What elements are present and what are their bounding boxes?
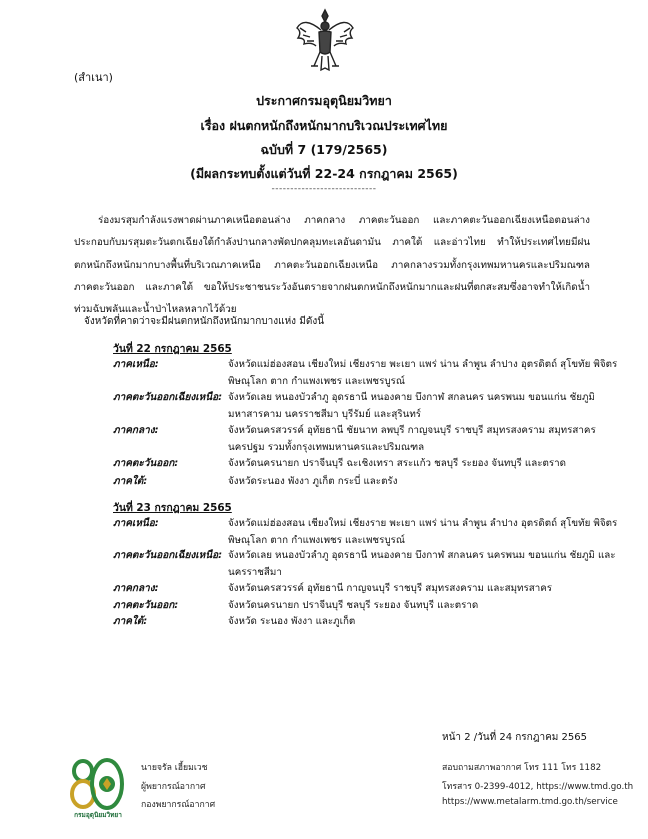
region-provinces: จังหวัดเลย หนองบัวลำภู อุดรธานี หนองคาย บึงกาฬ สกลนคร นครพนม ขอนแก่น ชัยภูมิ และนครราชสีมา: [228, 550, 616, 578]
service-url: https://www.metalarm.tmd.go.th/service: [442, 797, 618, 807]
region-provinces: จังหวัดระนอง พังงา ภูเก็ต กระบี่ และตรัง: [228, 476, 398, 487]
tmd-80th-anniversary-logo: [68, 754, 126, 812]
issue-number: ฉบับที่ 7 (179/2565): [260, 142, 388, 157]
day-title: วันที่ 22 กรกฎาคม 2565: [113, 343, 232, 355]
region-provinces: จังหวัดนครนายก ปราจีนบุรี ชลบุรี ระยอง จันทบุรี และตราด: [228, 600, 479, 611]
region-label: ภาคเหนือ:: [113, 359, 159, 370]
garuda-emblem-icon: [294, 6, 356, 74]
logo-caption: กรมอุตุนิยมวิทยา: [74, 811, 122, 819]
region-label: ภาคตะวันออกเฉียงเหนือ:: [113, 550, 223, 561]
region-label: ภาคใต้:: [113, 616, 148, 627]
page-reference: หน้า 2 /วันที่ 24 กรกฎาคม 2565: [442, 732, 587, 743]
region-label: ภาคตะวันออก:: [113, 458, 179, 469]
region-provinces: จังหวัดนครนายก ปราจีนบุรี ฉะเชิงเทรา สระแก้ว ชลบุรี ระยอง จันทบุรี และตราด: [228, 458, 566, 469]
header-separator: ----------------------------: [271, 184, 377, 194]
region-label: ภาคตะวันออก:: [113, 600, 179, 611]
region-label: ภาคเหนือ:: [113, 518, 159, 529]
region-provinces: จังหวัด ระนอง พังงา และภูเก็ต: [228, 616, 356, 627]
region-label: ภาคใต้:: [113, 476, 148, 487]
region-provinces: จังหวัดแม่ฮ่องสอน เชียงใหม่ เชียงราย พะเยา แพร่ น่าน ลำพูน ลำปาง อุตรดิตถ์ สุโขทัย พิจิตร พิษณุโลก ตาก กำแพงเพชร และเพชรบูรณ์: [228, 359, 618, 387]
effective-dates: (มีผลกระทบตั้งแต่วันที่ 22-24 กรกฎาคม 2565): [190, 166, 458, 181]
provinces-intro: จังหวัดที่คาดว่าจะมีฝนตกหนักถึงหนักมากบางแห่ง มีดังนี้: [84, 316, 325, 327]
region-provinces: จังหวัดนครสวรรค์ อุทัยธานี ชัยนาท ลพบุรี กาญจนบุรี ราชบุรี สมุทรสงคราม สมุทรสาคร นครปฐม รวมทั้งกรุงเทพมหานครและปริมณฑล: [228, 425, 596, 453]
document-subject: เรื่อง ฝนตกหนักถึงหนักมากบริเวณประเทศไทย: [200, 118, 448, 133]
contact-fax-website: โทรสาร 0-2399-4012, https://www.tmd.go.th: [442, 782, 634, 792]
signatory-name: นายจรัล เฮี้ยมเวช: [141, 763, 208, 773]
copy-tag: (สำเนา): [74, 71, 113, 84]
signatory-role: ผู้พยากรณ์อากาศ: [141, 782, 206, 792]
day-title: วันที่ 23 กรกฎาคม 2565: [113, 502, 232, 514]
signatory-division: กองพยากรณ์อากาศ: [141, 800, 216, 810]
region-provinces: จังหวัดแม่ฮ่องสอน เชียงใหม่ เชียงราย พะเยา แพร่ น่าน ลำพูน ลำปาง อุตรดิตถ์ สุโขทัย พิจิตร พิษณุโลก ตาก กำแพงเพชร และเพชรบูรณ์: [228, 518, 618, 546]
document-title: ประกาศกรมอุตุนิยมวิทยา: [256, 93, 392, 108]
region-label: ภาคตะวันออกเฉียงเหนือ:: [113, 392, 223, 403]
region-label: ภาคกลาง:: [113, 425, 159, 436]
contact-phone: สอบถามสภาพอากาศ โทร 111 โทร 1182: [442, 763, 602, 773]
region-provinces: จังหวัดเลย หนองบัวลำภู อุดรธานี หนองคาย บึงกาฬ สกลนคร นครพนม ขอนแก่น ชัยภูมิ มหาสารคาม นครราชสีมา บุรีรัมย์ และสุรินทร์: [228, 392, 595, 420]
announcement-body: ร่องมรสุมกำลังแรงพาดผ่านภาคเหนือตอนล่าง ภาคกลาง ภาคตะวันออก และภาคตะวันออกเฉียงเหนือตอนล่าง ประกอบกับมรสุมตะวันตกเฉียงใต้กำลังปานกลางพัดปกคลุมทะเลอันดามัน ภาคใต้ และอ่าวไทย ทำให้ประเทศไทยมีฝนตกหนักถึงหนักมากบางพื้นที่บริเวณภาคเหนือ ภาคตะวันออกเฉียงเหนือ ภาคกลางรวมทั้งกรุงเทพมหานครและปริมณฑล ภาคตะวันออก และภาคใต้ ขอให้ประชาชนระวังอันตรายจากฝนตกหนักถึงหนักมากและฝนที่ตกสะสมซึ่งอาจทำให้เกิดน้ำท่วมฉับพลันและน้ำป่าไหลหลากไว้ด้วย: [74, 215, 590, 316]
region-provinces: จังหวัดนครสวรรค์ อุทัยธานี กาญจนบุรี ราชบุรี สมุทรสงคราม และสมุทรสาคร: [228, 583, 553, 594]
region-label: ภาคกลาง:: [113, 583, 159, 594]
